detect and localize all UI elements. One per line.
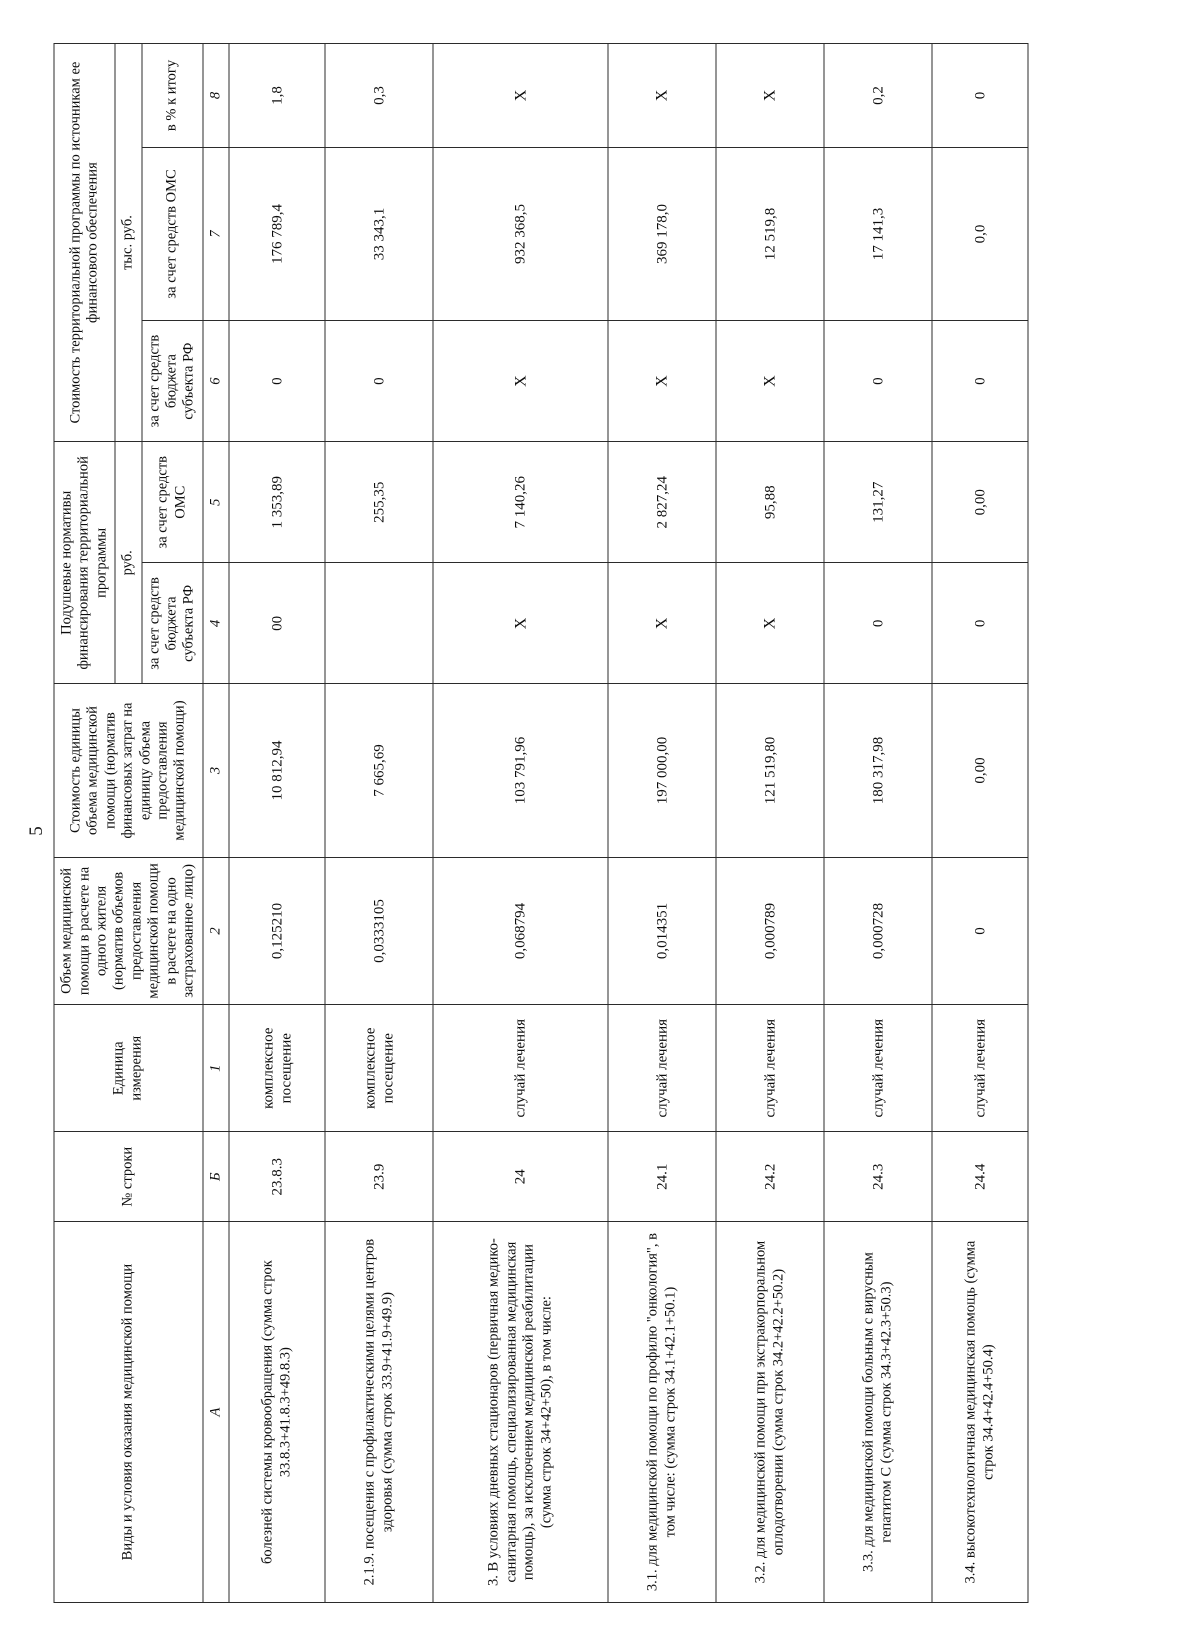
- row-volume: 0,125210: [229, 857, 325, 1005]
- table-row: [932, 44, 1028, 1603]
- table-header-row-1: [54, 44, 115, 1603]
- row-percent: 1,8: [229, 44, 325, 148]
- table-row: [229, 44, 325, 1603]
- row-cost-budget: X: [433, 321, 608, 442]
- row-norm-budget: 00: [229, 563, 325, 684]
- row-norm-oms: 95,88: [716, 442, 824, 563]
- row-number: 24: [433, 1132, 608, 1222]
- row-norm-budget: X: [716, 563, 824, 684]
- row-percent: 0: [932, 44, 1028, 148]
- header-col-unit: Единица измерения: [54, 1005, 203, 1132]
- row-cost-budget: 0: [229, 321, 325, 442]
- row-norm-oms: 0,00: [932, 442, 1028, 563]
- row-unit-cost: 180 317,98: [824, 684, 932, 857]
- row-volume: 0,000728: [824, 857, 932, 1005]
- header-units-thous-rub: тыс. руб.: [115, 44, 141, 442]
- row-norm-oms: 2 827,24: [608, 442, 716, 563]
- row-unit: случай лечения: [433, 1005, 608, 1132]
- table-row: [716, 44, 824, 1603]
- row-norm-budget: [325, 563, 433, 684]
- row-number: 24.1: [608, 1132, 716, 1222]
- row-name: 2.1.9. посещения с профилактическими целями центров здоровья (сумма строк 33.9+41.9+49.9): [325, 1222, 433, 1603]
- num-col-6: 6: [203, 321, 229, 442]
- header-col-6: за счет средств бюджета субъекта РФ: [142, 321, 203, 442]
- row-unit-cost: 103 791,96: [433, 684, 608, 857]
- num-col-2: 2: [203, 857, 229, 1005]
- row-cost-budget: 0: [932, 321, 1028, 442]
- row-cost-budget: 0: [325, 321, 433, 442]
- row-volume: 0: [932, 857, 1028, 1005]
- row-number: 24.2: [716, 1132, 824, 1222]
- row-unit: случай лечения: [608, 1005, 716, 1132]
- row-cost-oms: 33 343,1: [325, 147, 433, 320]
- row-name: 3.3. для медицинской помощи больным с вирусным гепатитом С (сумма строк 34.3+42.3+50.3): [824, 1222, 932, 1603]
- row-unit-cost: 7 665,69: [325, 684, 433, 857]
- row-norm-oms: 7 140,26: [433, 442, 608, 563]
- row-number: 24.3: [824, 1132, 932, 1222]
- header-col-b: № строки: [54, 1132, 203, 1222]
- row-name: 3.1. для медицинской помощи по профилю "онкология", в том числе: (сумма строк 34.1+42.1+50.1): [608, 1222, 716, 1603]
- num-col-1: 1: [203, 1005, 229, 1132]
- table-row: [824, 44, 932, 1603]
- num-col-b: Б: [203, 1132, 229, 1222]
- row-cost-oms: 369 178,0: [608, 147, 716, 320]
- row-unit: случай лечения: [824, 1005, 932, 1132]
- header-group-cost: Стоимость территориальной программы по источникам ее финансового обеспечения: [54, 44, 115, 442]
- header-col-7: за счет средств ОМС: [142, 147, 203, 320]
- header-units-rub: руб.: [115, 442, 141, 684]
- row-unit: комплексное посещение: [229, 1005, 325, 1132]
- header-col-volume: Объем медицинской помощи в расчете на одного жителя (норматив объемов предоставления медицинской помощи в расчете на одно застрахованное лицо): [54, 857, 203, 1005]
- row-cost-oms: 17 141,3: [824, 147, 932, 320]
- header-col-a: Виды и условия оказания медицинской помощи: [54, 1222, 203, 1603]
- row-percent: X: [716, 44, 824, 148]
- row-unit-cost: 10 812,94: [229, 684, 325, 857]
- row-norm-budget: X: [433, 563, 608, 684]
- header-col-4: за счет средств бюджета субъекта РФ: [142, 563, 203, 684]
- header-col-5: за счет средств ОМС: [142, 442, 203, 563]
- row-norm-budget: X: [608, 563, 716, 684]
- num-col-a: А: [203, 1222, 229, 1603]
- row-cost-oms: 12 519,8: [716, 147, 824, 320]
- row-unit: комплексное посещение: [325, 1005, 433, 1132]
- medical-care-table: [54, 43, 1029, 1603]
- row-unit-cost: 197 000,00: [608, 684, 716, 857]
- row-volume: 0,068794: [433, 857, 608, 1005]
- row-volume: 0,000789: [716, 857, 824, 1005]
- row-name: 3.4. высокотехнологичная медицинская помощь (сумма строк 34.4+42.4+50.4): [932, 1222, 1028, 1603]
- row-cost-oms: 176 789,4: [229, 147, 325, 320]
- row-percent: 0,3: [325, 44, 433, 148]
- table-row: [433, 44, 608, 1603]
- row-cost-budget: X: [608, 321, 716, 442]
- table-numbering-row: [203, 44, 229, 1603]
- num-col-8: 8: [203, 44, 229, 148]
- row-number: 23.8.3: [229, 1132, 325, 1222]
- num-col-7: 7: [203, 147, 229, 320]
- header-group-norms: Подушевые нормативы финансирования территориальной программы: [54, 442, 115, 684]
- table-row: [608, 44, 716, 1603]
- row-unit-cost: 0,00: [932, 684, 1028, 857]
- row-number: 23.9: [325, 1132, 433, 1222]
- row-norm-budget: 0: [932, 563, 1028, 684]
- row-cost-oms: 932 368,5: [433, 147, 608, 320]
- row-name: 3. В условиях дневных стационаров (первичная медико-санитарная помощь, специализированная медицинская помощь), за исключением медицинской реабилитации (сумма строк 34+42+50), в том числе:: [433, 1222, 608, 1603]
- num-col-4: 4: [203, 563, 229, 684]
- header-col-unit-cost: Стоимость единицы объема медицинской помощи (норматив финансовых затрат на единицу объема предоставления медицинской помощи): [54, 684, 203, 857]
- row-unit-cost: 121 519,80: [716, 684, 824, 857]
- row-name: 3.2. для медицинской помощи при экстракорпоральном оплодотворении (сумма строк 34.2+42.2+50.2): [716, 1222, 824, 1603]
- row-percent: 0,2: [824, 44, 932, 148]
- row-percent: X: [433, 44, 608, 148]
- row-percent: X: [608, 44, 716, 148]
- row-norm-oms: 131,27: [824, 442, 932, 563]
- table-row: [325, 44, 433, 1603]
- row-norm-budget: 0: [824, 563, 932, 684]
- row-unit: случай лечения: [716, 1005, 824, 1132]
- row-unit: случай лечения: [932, 1005, 1028, 1132]
- header-col-8: в % к итогу: [142, 44, 203, 148]
- page-number: 5: [25, 826, 47, 836]
- num-col-5: 5: [203, 442, 229, 563]
- row-norm-oms: 1 353,89: [229, 442, 325, 563]
- row-number: 24.4: [932, 1132, 1028, 1222]
- num-col-3: 3: [203, 684, 229, 857]
- row-name: болезней системы кровообращения (сумма строк 33.8.3+41.8.3+49.8.3): [229, 1222, 325, 1603]
- row-cost-budget: 0: [824, 321, 932, 442]
- rotated-table-container: [48, 29, 1153, 1619]
- row-cost-budget: X: [716, 321, 824, 442]
- row-volume: 0,014351: [608, 857, 716, 1005]
- row-volume: 0,0333105: [325, 857, 433, 1005]
- row-cost-oms: 0,0: [932, 147, 1028, 320]
- row-norm-oms: 255,35: [325, 442, 433, 563]
